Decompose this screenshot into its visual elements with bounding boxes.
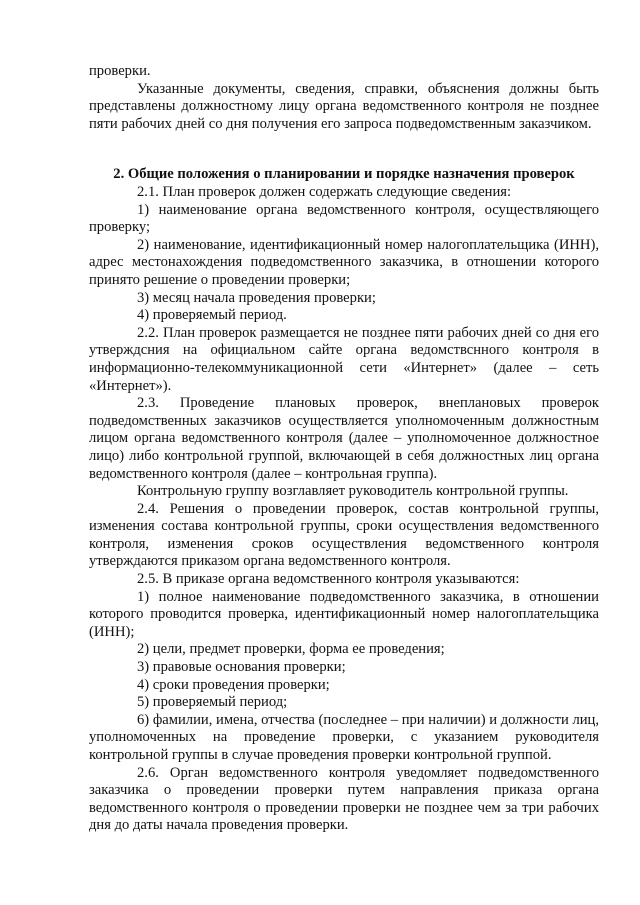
list-item: 1) наименование органа ведомственного контроля, осуществляющего проверку; xyxy=(89,201,599,236)
clause-2-1: 2.1. План проверок должен содержать следующие сведения: xyxy=(137,184,512,200)
clause-2-3: 2.3. Проведение плановых проверок, внеплановых проверок подведомственных заказчиков осуществляется уполномоченным должностным лицом органа ведомственного контроля (далее – уполномоченное должностное лицо) либо контрольной группой, включающей в себя должностных лиц органа ведомственного контроля (далее – контрольная группа). xyxy=(89,395,599,482)
section-body xyxy=(89,184,599,835)
list-item: 4) проверяемый период. xyxy=(137,307,287,324)
section-heading: 2. Общие положения о планировании и порядке назначения проверок xyxy=(113,166,575,182)
list-item: 3) месяц начала проведения проверки; xyxy=(137,289,376,306)
list-item: 1) полное наименование подведомственного заказчика, в отношении которого проводится проверка, идентификационный номер налогоплательщика (ИНН); xyxy=(89,588,599,640)
paragraph-continuation: проверки. xyxy=(89,63,151,79)
list-item: 3) правовые основания проверки; xyxy=(137,659,346,676)
list-item: 2) цели, предмет проверки, форма ее проведения; xyxy=(137,641,445,658)
clause-2-6: 2.6. Орган ведомственного контроля уведомляет подведомственного заказчика о проведении проверки путем направления приказа органа ведомственного контроля о проведении проверки не позднее чем за три рабочих дня до даты начала проведения проверки. xyxy=(89,764,599,834)
paragraph-documents-deadline: Указанные документы, сведения, справки, объяснения должны быть представлены должностному лицу органа ведомственного контроля не позднее пяти рабочих дней со дня получения его запроса подведомственным заказчиком. xyxy=(89,80,599,132)
list-item: 4) сроки проведения проверки; xyxy=(137,676,330,693)
list-item: 6) фамилии, имена, отчества (последнее – при наличии) и должности лиц, уполномоченных на проведение проверки, с указанием руководителя контрольной группы в случае проведения проверки контрольной группой. xyxy=(89,711,599,763)
clause-2-4: 2.4. Решения о проведении проверок, состав контрольной группы, изменения состава контрольной группы, сроки осуществления ведомственного контроля, изменения сроков осуществления ведомственного контроля утверждаются приказом органа ведомственного контроля. xyxy=(89,500,599,570)
intro-section xyxy=(89,63,599,133)
clause-2-2: 2.2. План проверок размещается не позднее пяти рабочих дней со дня его утверждсния на официальном сайте органа ведомствснного контроля в информационно-телекоммуникационной сети «Интернет» (далее – сеть «Интернет»). xyxy=(89,324,599,394)
clause-2-5: 2.5. В приказе органа ведомственного контроля указываются: xyxy=(137,571,520,588)
list-item: 2) наименование, идентификационный номер налогоплательщика (ИНН), адрес местонахождения подведомственного заказчика, в отношении которого принято решение о проведении проверки; xyxy=(89,236,599,288)
paragraph-group-head: Контрольную группу возглавляет руководитель контрольной группы. xyxy=(137,483,569,500)
list-item: 5) проверяемый период; xyxy=(137,694,288,711)
